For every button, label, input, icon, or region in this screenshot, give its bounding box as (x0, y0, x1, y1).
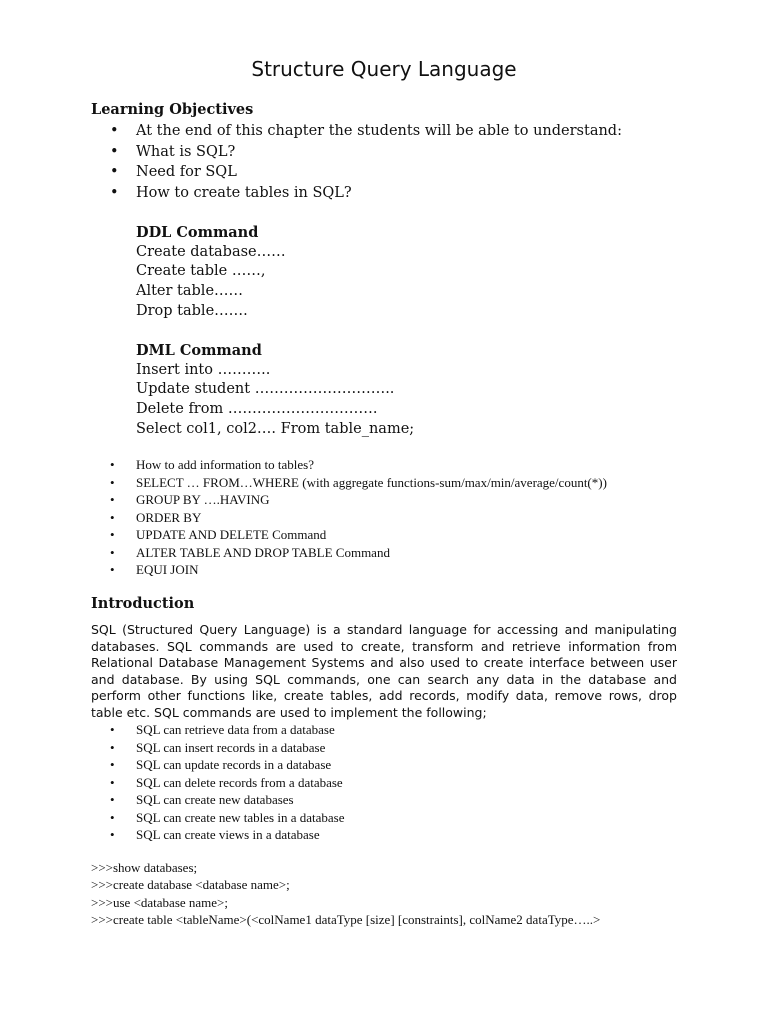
learning-objectives-heading: Learning Objectives (91, 101, 254, 118)
list-item: • SQL can create new databases (110, 791, 345, 809)
ddl-line: Create database…… (136, 243, 286, 260)
dml-line: Select col1, col2…. From table_name; (136, 420, 415, 437)
ddl-command-block (136, 223, 286, 322)
command-line: >>>create database <database name>; (91, 877, 290, 893)
introduction-paragraph: SQL (Structured Query Language) is a standard language for accessing and manipulating databases. SQL commands are used to create, transform and retrieve information from Relational Database Management Systems and also used to create interface between user and database. By using SQL commands, one can search any data in the database and perform other functions like, create tables, add records, modify data, remove rows, drop table etc. SQL commands are used to implement the following; (91, 622, 677, 720)
list-item: • At the end of this chapter the students will be able to understand: (110, 121, 622, 142)
list-item: • GROUP BY ….HAVING (110, 491, 607, 509)
list-item: • SQL can create views in a database (110, 826, 345, 844)
list-item: • SQL can create new tables in a database (110, 809, 345, 827)
list-item: • ORDER BY (110, 509, 607, 527)
dml-heading: DML Command (136, 342, 262, 359)
list-item: • What is SQL? (110, 142, 622, 163)
ddl-line: Alter table…… (136, 283, 244, 300)
objectives-list (110, 121, 622, 203)
topics-list (110, 456, 607, 579)
command-line: >>>use <database name>; (91, 894, 229, 910)
list-item: • SQL can delete records from a database (110, 774, 345, 792)
dml-line: Insert into ……….. (136, 361, 271, 378)
list-item: • Need for SQL (110, 162, 622, 183)
dml-command-block (136, 341, 414, 440)
list-item: • EQUI JOIN (110, 561, 607, 579)
command-examples (91, 859, 600, 929)
list-item: • SELECT … FROM…WHERE (with aggregate functions-sum/max/min/average/count(*)) (110, 474, 607, 492)
list-item: • ALTER TABLE AND DROP TABLE Command (110, 544, 607, 562)
list-item: • SQL can retrieve data from a database (110, 721, 345, 739)
ddl-line: Create table ……, (136, 263, 266, 280)
list-item: • How to create tables in SQL? (110, 183, 622, 204)
dml-line: Update student ……………………….. (136, 381, 395, 398)
capabilities-list (110, 721, 345, 844)
list-item: • SQL can update records in a database (110, 756, 345, 774)
list-item: • How to add information to tables? (110, 456, 607, 474)
dml-line: Delete from …………………………. (136, 401, 378, 418)
page-title: Structure Query Language (251, 57, 517, 81)
introduction-heading: Introduction (91, 595, 195, 612)
list-item: • SQL can insert records in a database (110, 739, 345, 757)
command-line: >>>create table <tableName>(<colName1 dataType [size] [constraints], colName2 dataType…..> (91, 912, 601, 928)
command-line: >>>show databases; (91, 860, 198, 875)
ddl-line: Drop table……. (136, 302, 248, 319)
ddl-heading: DDL Command (136, 224, 259, 241)
list-item: • UPDATE AND DELETE Command (110, 526, 607, 544)
